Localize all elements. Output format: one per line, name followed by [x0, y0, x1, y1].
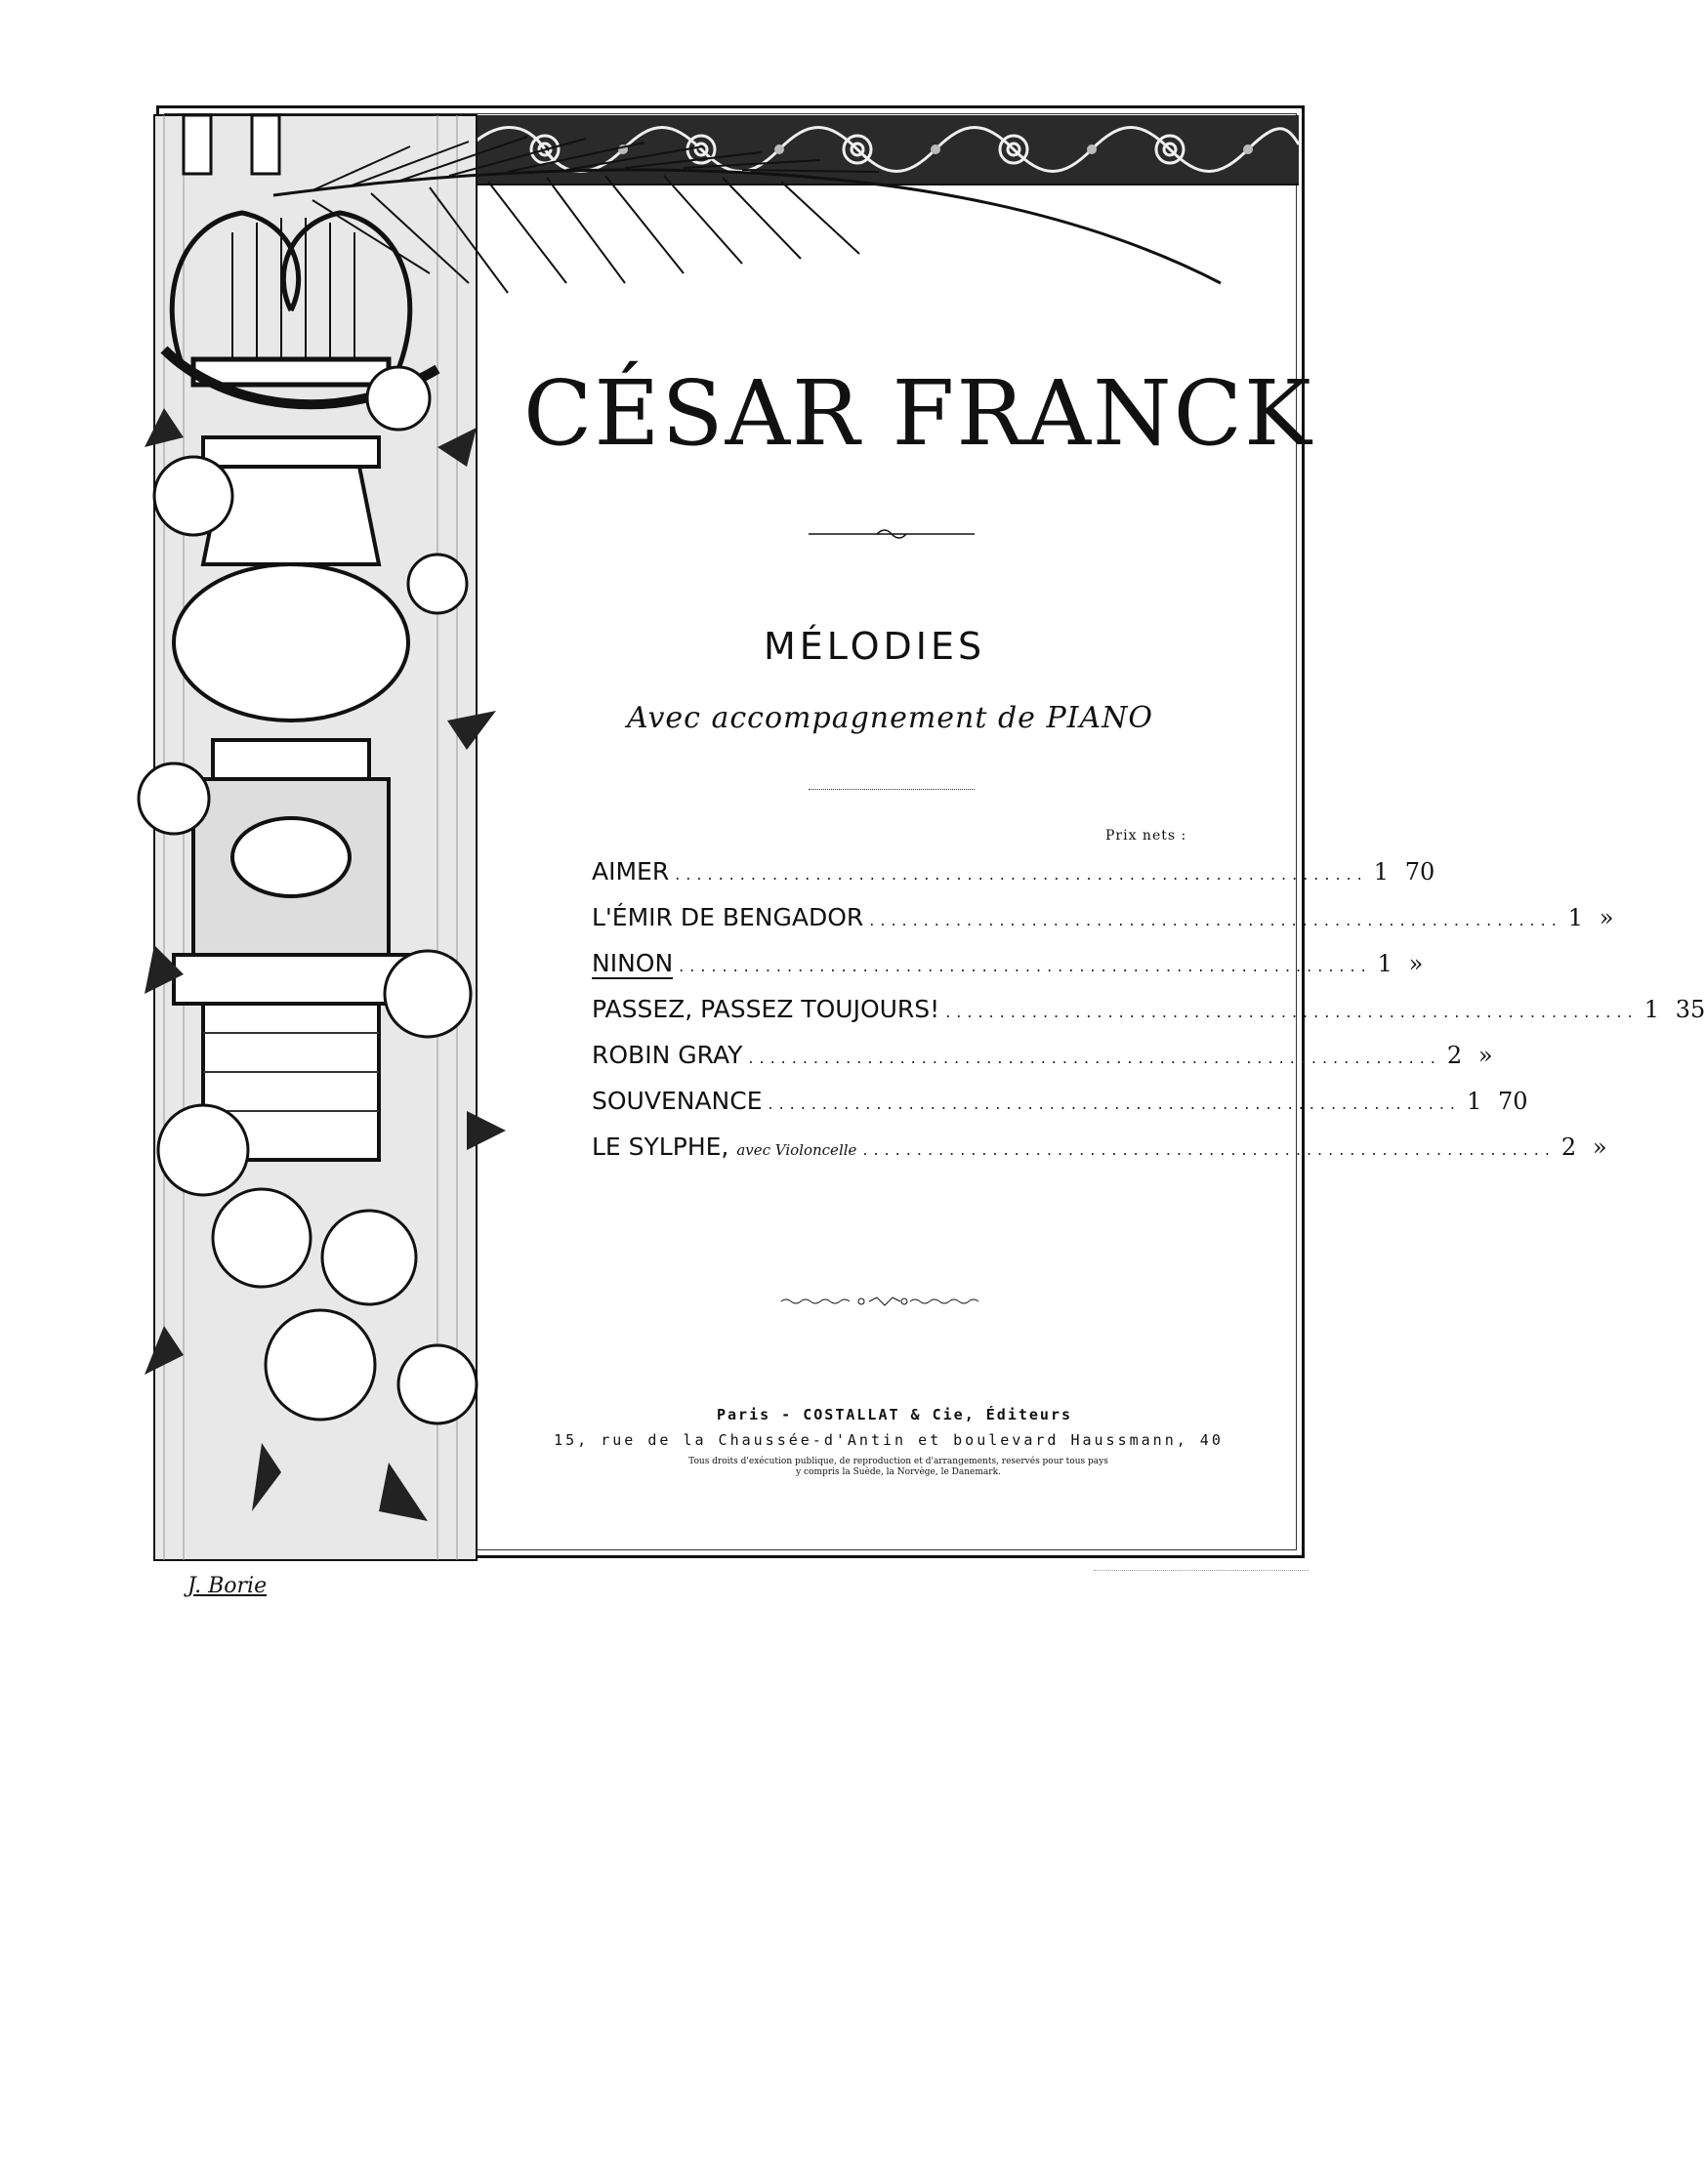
- song-title: L'ÉMIR DE BENGADOR: [592, 903, 864, 931]
- rights-notice: Tous droits d'exécution publique, de reproduction et d'arrangements, reservés pour tous pays y compris la Suède, la Norvège, le Danemark.: [688, 1457, 1108, 1477]
- leader-dots: ................................................................: [945, 1003, 1639, 1021]
- song-price: 1 »: [1377, 950, 1424, 977]
- song-price: 2 »: [1446, 1042, 1493, 1069]
- collection-subtitle: MÉLODIES: [764, 625, 986, 668]
- song-title: SOUVENANCE: [592, 1087, 763, 1115]
- price-header: Prix nets :: [1105, 828, 1187, 844]
- decorative-column-illustration: [145, 115, 516, 1609]
- song-price: 1 70: [1467, 1088, 1528, 1115]
- song-price: 2 »: [1560, 1133, 1607, 1161]
- list-item: [592, 995, 1705, 1041]
- leader-dots: ................................................................: [869, 911, 1562, 929]
- leader-dots: ................................................................: [862, 1140, 1556, 1159]
- faint-mark: [1094, 1570, 1309, 1577]
- list-item: [592, 949, 1424, 995]
- song-title: PASSEZ, PASSEZ TOUJOURS!: [592, 995, 940, 1023]
- palm-frond-illustration: [273, 137, 1230, 303]
- song-price: 1 70: [1373, 858, 1435, 886]
- list-item: [592, 903, 1614, 949]
- song-title: AIMER: [592, 857, 670, 886]
- list-item: [592, 857, 1435, 903]
- list-item: [592, 1133, 1607, 1178]
- song-title: ROBIN GRAY: [592, 1041, 743, 1069]
- song-price: 1 35: [1643, 996, 1705, 1023]
- composer-title: CÉSAR FRANCK: [523, 361, 1313, 466]
- decorative-rule: [809, 527, 975, 541]
- song-price: 1 »: [1567, 904, 1614, 931]
- song-title: NINON: [592, 949, 674, 977]
- song-title: LE SYLPHE, avec Violoncelle: [592, 1133, 857, 1161]
- publisher-address: 15, rue de la Chaussée-d'Antin et boulevard Haussmann, 40: [554, 1431, 1224, 1449]
- decorative-flourish: [781, 1297, 977, 1306]
- decorative-rule: [809, 789, 975, 794]
- list-item: [592, 1041, 1493, 1087]
- publisher-line: Paris - COSTALLAT & Cie, Éditeurs: [716, 1406, 1072, 1423]
- list-item: [592, 1087, 1528, 1133]
- instrument-note: avec Violoncelle: [736, 1141, 857, 1159]
- leader-dots: ................................................................: [748, 1049, 1441, 1067]
- leader-dots: ................................................................: [675, 865, 1368, 884]
- leader-dots: ................................................................: [768, 1094, 1461, 1113]
- leader-dots: ................................................................: [679, 957, 1372, 975]
- artist-signature: J. Borie: [187, 1574, 268, 1598]
- accompaniment-line: Avec accompagnement de PIANO: [627, 701, 1154, 735]
- song-list: [592, 857, 1705, 1178]
